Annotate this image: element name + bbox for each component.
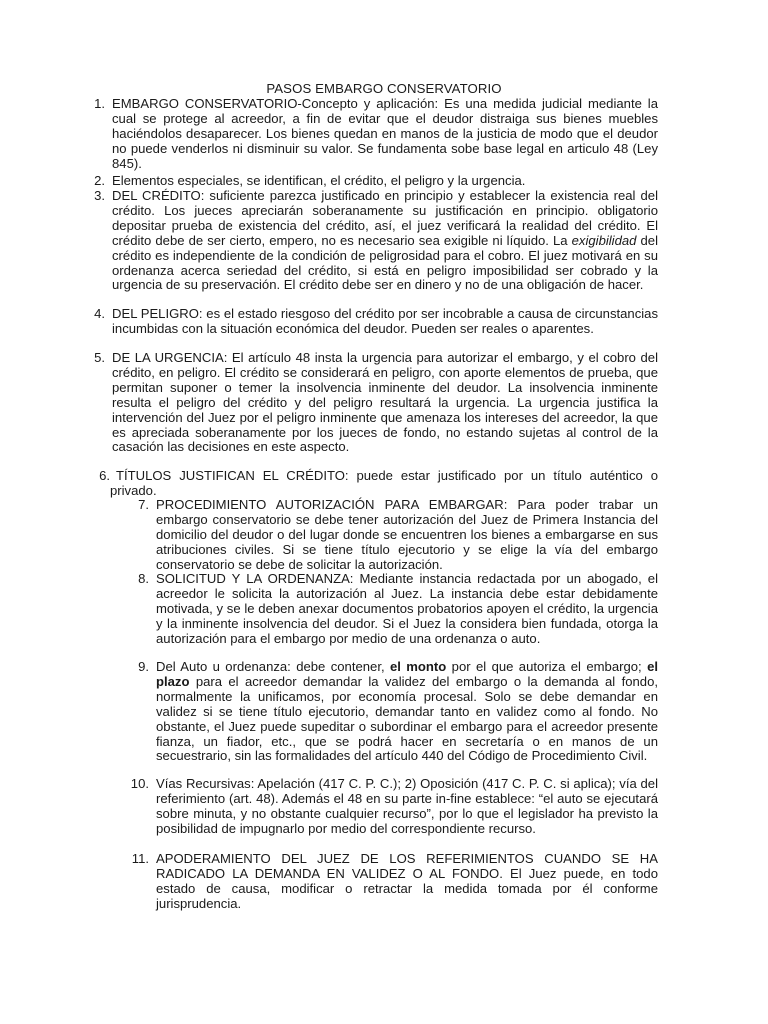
list-item (94, 96, 658, 172)
item-number: 7. (138, 497, 149, 512)
item-text (112, 189, 658, 293)
list-item (138, 659, 658, 764)
text-segment: EMBARGO CONSERVATORIO-Concepto y aplicación: Es una medida judicial mediante la cual se protege al acreedor, a fin de evitar que el deudor distraiga sus bienes muebles haciéndolos desaparecer. Los bienes quedan en manos de la justicia de modo que el deudor no puede venderlos ni disminuir su valor. Se fundamenta sobe base legal en articulo 48 (Ley 845). (112, 96, 658, 171)
item-number: 4. (94, 306, 105, 321)
text-segment: Vías Recursivas: Apelación (417 C. P. C.); 2) Oposición (417 C. P. C. si aplica); vía del referimiento (art. 48). Además el 48 en su parte in-fine establece: “el auto se ejecutará sobre minuta, y no obstante cualquier recurso”, por lo que el legislador ha previsto la posibilidad de impugnarlo por medio del correspondiente recurso. (156, 776, 658, 836)
text-segment: DE LA URGENCIA: El artículo 48 insta la urgencia para autorizar el embargo, y el cobro del crédito, en peligro. El crédito se considerará en peligro, con aporte elementos de prueba, que permitan suponer o temer la insolvencia inminente del deudor. La insolvencia inminente resulta el peligro del crédito y del peligro resultará la urgencia. La urgencia justifica la intervención del Juez por el peligro inminente que amenaza los intereses del acreedor, la que es apreciada soberanamente por los jueces de fondo, no estando sujetas al control de la casación las decisiones en este aspecto. (112, 350, 658, 455)
list-item (94, 350, 658, 455)
item-number: 2. (94, 173, 105, 188)
item-text (156, 660, 658, 764)
item-number: 1. (94, 96, 105, 111)
item-number: 9. (138, 659, 149, 674)
list-item (138, 571, 658, 647)
text-segment: APODERAMIENTO DEL JUEZ DE LOS REFERIMIENTOS CUANDO SE HA RADICADO LA DEMANDA EN VALIDEZ O AL FONDO. El Juez puede, en todo estado de causa, modificar o retractar la medida tomada por él conforme jurisprudencia. (156, 851, 658, 911)
list-item (130, 776, 658, 837)
text-segment: por el que autoriza el embargo; (446, 659, 648, 674)
list-item (99, 468, 658, 499)
text-segment: Del Auto u ordenanza: debe contener, (156, 659, 390, 674)
item-text (156, 852, 658, 912)
text-segment: SOLICITUD Y LA ORDENANZA: Mediante instancia redactada por un abogado, el acreedor le solicita la autorización al Juez. La instancia debe estar debidamente motivada, y se le deben anexar documentos probatorios apoyen el crédito, la urgencia y la inminente insolvencia del deudor. Si el Juez la considera bien fundada, otorga la autorización para el embargo por medio de una ordenanza o auto. (156, 571, 658, 646)
item-text (112, 351, 658, 455)
item-text (112, 97, 658, 172)
text-segment: para el acreedor demandar la validez del embargo o la demanda al fondo, normalmente la unificamos, por economía procesal. Solo se debe demandar en validez si se tiene título ejecutorio, demandar tanto en validez como al fondo. No obstante, el Juez puede supeditar o subordinar el embargo para el acreedor presente fianza, un fiador, etc., que se podrá hacer en secretaría o en manos de un secuestrario, sin las formalidades del artículo 440 del Código de Procedimiento Civil. (156, 673, 658, 764)
item-number: 5. (94, 350, 105, 365)
item-text (110, 469, 658, 499)
text-segment: del crédito es independiente de la condición de peligrosidad para el cobro. El juez motivará en su ordenanza acerca seriedad del crédito, si está en peligro imposibilidad ser cobrado y la urgencia de su preservación. El crédito debe ser en dinero y no de una obligación de hacer. (112, 232, 658, 293)
item-text (156, 572, 658, 647)
document-title: PASOS EMBARGO CONSERVATORIO (266, 81, 502, 96)
text-segment: DEL PELIGRO: es el estado riesgoso del crédito por ser incobrable a causa de circunstancias incumbidas con la situación económica del deudor. Pueden ser reales o aparentes. (112, 306, 658, 336)
list-item (94, 188, 658, 293)
item-text (112, 174, 658, 189)
item-number: 6. (99, 468, 110, 483)
text-segment-bold: el plazo (156, 659, 658, 689)
list-item (94, 173, 658, 189)
item-number: 10. (130, 776, 149, 791)
item-text (156, 498, 658, 573)
list-item (131, 851, 658, 912)
item-number: 11. (131, 851, 149, 866)
item-text (156, 777, 658, 837)
item-number: 8. (138, 571, 149, 586)
text-segment: DEL CRÉDITO: suficiente parezca justificado en principio y establecer la existencia real del crédito. Los jueces apreciarán soberanamente su justificación en principio. obligatorio depositar prueba de existencia del crédito, así, el juez verificará la realidad del crédito. El crédito debe de ser cierto, empero, no es necesario sea exigible ni líquido. La (112, 188, 658, 248)
item-number: 3. (94, 188, 105, 203)
text-segment-bold: el monto (389, 659, 447, 674)
text-segment-italic: exigibilidad (571, 232, 637, 248)
list-item (138, 497, 658, 573)
item-text (112, 307, 658, 337)
list-item (94, 306, 658, 337)
text-segment: TÍTULOS JUSTIFICAN EL CRÉDITO: puede estar justificado por un título auténtico o privado. (110, 468, 658, 498)
text-segment: Elementos especiales, se identifican, el crédito, el peligro y la urgencia. (112, 173, 526, 188)
text-segment: PROCEDIMIENTO AUTORIZACIÓN PARA EMBARGAR: Para poder trabar un embargo conservatorio se debe tener autorización del Juez de Primera Instancia del domicilio del deudor o del lugar donde se encuentren los bienes a embargarse en sus atribuciones civiles. Si se tiene título ejecutorio y se elige la vía del embargo conservatorio se debe de solicitar la autorización. (156, 497, 658, 572)
